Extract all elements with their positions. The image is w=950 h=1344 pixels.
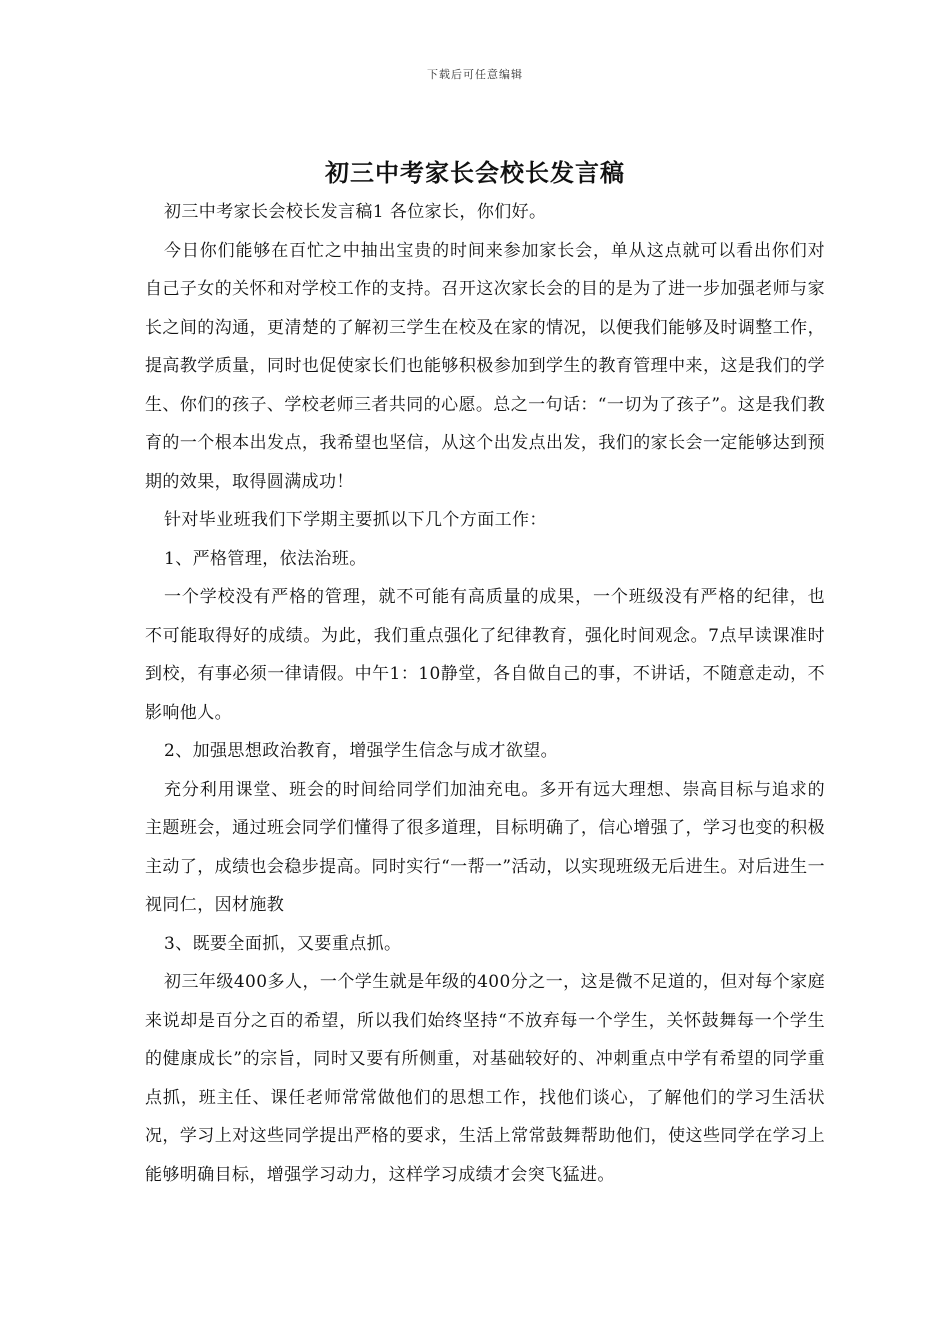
document-title: 初三中考家长会校长发言稿 — [325, 158, 625, 187]
paragraph-section-3: 初三年级400多人，一个学生就是年级的400分之一，这是微不足道的，但对每个家庭来说却是百分之百的希望，所以我们始终坚持“不放弃每一个学生，关怀鼓舞每一个学生的健康成长”的宗旨，同时又要有所侧重，对基础较好的、冲刺重点中学有希望的同学重点抓，班主任、课任老师常常做他们的思想工作，找他们谈心，了解他们的学习生活状况，学习上对这些同学提出严格的要求，生活上常常鼓舞帮助他们，使这些同学在学习上能够明确目标，增强学习动力，这样学习成绩才会突飞猛进。 — [145, 972, 825, 1185]
section-heading-2: 2、加强思想政治教育，增强学生信念与成才欲望。 — [164, 741, 559, 761]
paragraph-intro: 初三中考家长会校长发言稿1 各位家长，你们好。 — [164, 202, 547, 222]
paragraph-opening: 今日你们能够在百忙之中抽出宝贵的时间来参加家长会，单从这点就可以看出你们对自己子女的关怀和对学校工作的支持。召开这次家长会的目的是为了进一步加强老师与家长之间的沟通，更清楚的了解初三学生在校及在家的情况，以便我们能够及时调整工作，提高教学质量，同时也促使家长们也能够积极参加到学生的教育管理中来，这是我们的学生、你们的孩子、学校老师三者共同的心愿。总之一句话：“一切为了孩子”。这是我们教育的一个根本出发点，我希望也坚信，从这个出发点出发，我们的家长会一定能够达到预期的效果，取得圆满成功！ — [145, 240, 825, 492]
paragraph-section-1: 一个学校没有严格的管理，就不可能有高质量的成果，一个班级没有严格的纪律，也不可能取得好的成绩。为此，我们重点强化了纪律教育，强化时间观念。7点早读课准时到校，有事必须一律请假。中午1：10静堂，各自做自己的事，不讲话，不随意走动，不影响他人。 — [145, 587, 825, 723]
document-body — [145, 193, 825, 1194]
paragraph-section-2: 充分利用课堂、班会的时间给同学们加油充电。多开有远大理想、崇高目标与追求的主题班会，通过班会同学们懂得了很多道理，目标明确了，信心增强了，学习也变的积极主动了，成绩也会稳步提高。同时实行“一帮一”活动，以实现班级无后进生。对后进生一视同仁，因材施教 — [145, 779, 825, 915]
paragraph-work-overview: 针对毕业班我们下学期主要抓以下几个方面工作： — [164, 510, 547, 530]
header-note: 下载后可任意编辑 — [427, 68, 523, 81]
section-heading-3: 3、既要全面抓，又要重点抓。 — [164, 933, 402, 954]
section-heading-1: 1、严格管理，依法治班。 — [164, 548, 367, 569]
